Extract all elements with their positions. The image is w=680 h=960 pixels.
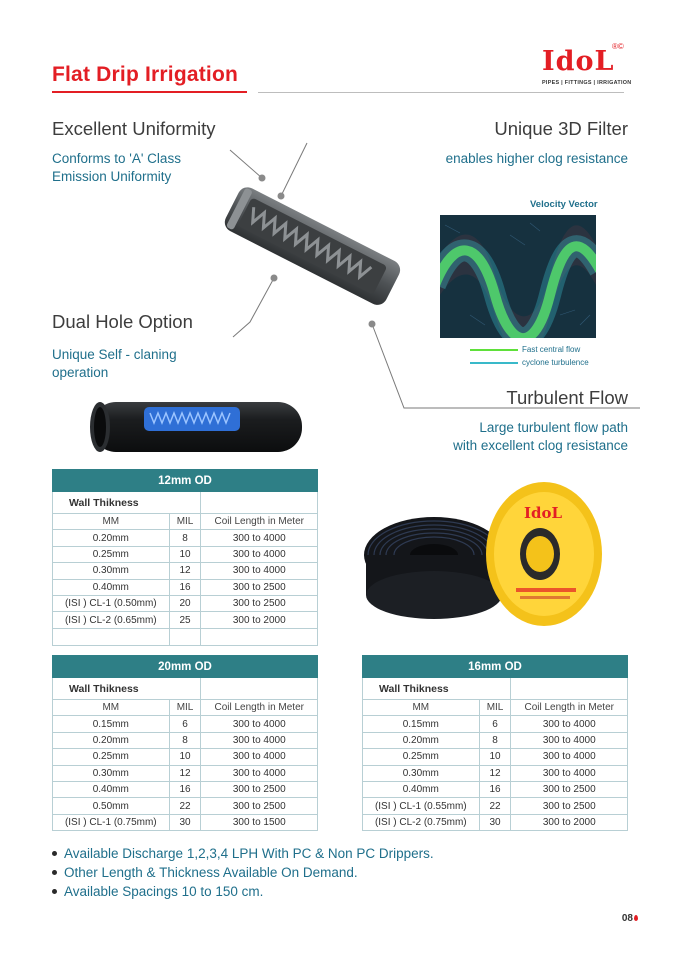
table-20mm-header-mm: MM [53,700,170,716]
cell-coil-length: 300 to 2000 [201,612,318,628]
cell-thickness-mm: 0.40mm [53,781,170,797]
page-number [622,913,638,924]
table-12mm-caption: 12mm OD [53,470,318,492]
cell-thickness-mm: 0.30mm [53,563,170,579]
svg-text:IdoL: IdoL [524,504,563,522]
cell-coil-length: 300 to 4000 [511,749,628,765]
table-16mm-header-mil: MIL [479,700,511,716]
cell-mil: 8 [169,530,201,546]
cell-coil-length: 300 to 2500 [201,595,318,611]
cell-coil-length: 300 to 4000 [511,765,628,781]
table-row [53,595,318,611]
cell-thickness-mm: 0.20mm [53,732,170,748]
table-20mm-caption: 20mm OD [53,656,318,678]
cell-mil: 22 [169,798,201,814]
table-20mm-wall-empty [201,678,318,700]
feature-turbulent-title: Turbulent Flow [506,387,628,408]
cell-mil: 22 [479,798,511,814]
cell-mil: 20 [169,595,201,611]
table-16mm-body [363,716,628,831]
legend-item-cyclone [470,357,600,368]
feature-uniformity-line1: Conforms to 'A' Class [52,151,181,166]
velocity-figure-title: Velocity Vector [530,199,598,210]
table-row [53,579,318,595]
table-12mm-wall-empty [201,492,318,514]
legend-item-fast-flow [470,344,600,355]
drip-pipe-image [86,396,308,458]
cell-thickness-mm: 0.20mm [53,530,170,546]
table-12mm-empty-cell [53,628,170,645]
table-16mm-od [362,655,628,831]
cell-mil: 6 [479,716,511,732]
table-20mm-od [52,655,318,831]
table-16mm-caption: 16mm OD [363,656,628,678]
cell-coil-length: 300 to 4000 [511,732,628,748]
table-20mm-body [53,716,318,831]
table-row [363,732,628,748]
page-title: Flat Drip Irrigation [52,63,239,86]
cell-mil: 30 [169,814,201,830]
velocity-vector-image [440,215,596,338]
cell-mil: 10 [169,546,201,562]
table-row [363,781,628,797]
cell-coil-length: 300 to 4000 [201,716,318,732]
legend-label-cyclone: cyclone turbulence [522,358,589,367]
cell-coil-length: 300 to 4000 [201,749,318,765]
cell-coil-length: 300 to 2500 [201,798,318,814]
table-row [53,814,318,830]
bullet-item: Available Discharge 1,2,3,4 LPH With PC & Non PC Drippers. [52,844,434,863]
table-row [363,798,628,814]
drop-icon [634,915,638,921]
table-16mm-wall-empty [511,678,628,700]
table-row [363,749,628,765]
table-row [53,798,318,814]
cell-thickness-mm: 0.15mm [363,716,480,732]
cell-coil-length: 300 to 1500 [201,814,318,830]
cell-thickness-mm: 0.30mm [53,765,170,781]
table-12mm-od [52,469,318,646]
logo-wordmark: IdoL [542,46,615,77]
cell-thickness-mm: 0.50mm [53,798,170,814]
table-row [53,765,318,781]
cell-thickness-mm: 0.30mm [363,765,480,781]
dripper-emitter-image [220,180,405,315]
feature-uniformity-line2: Emission Uniformity [52,169,172,184]
table-row [53,732,318,748]
cell-mil: 25 [169,612,201,628]
table-row [53,546,318,562]
bullet-item: Available Spacings 10 to 150 cm. [52,882,434,901]
table-12mm-body [53,530,318,628]
cell-coil-length: 300 to 2500 [511,781,628,797]
cell-coil-length: 300 to 4000 [201,732,318,748]
cell-thickness-mm: 0.25mm [53,546,170,562]
table-row [363,716,628,732]
legend-swatch-cyan [470,362,518,364]
cell-coil-length: 300 to 2500 [201,781,318,797]
cell-mil: 8 [169,732,201,748]
logo-registered-mark: ®© [612,42,624,51]
table-row [53,530,318,546]
cell-thickness-mm: (ISI ) CL-1 (0.55mm) [363,798,480,814]
cell-mil: 12 [479,765,511,781]
table-12mm-header-mil: MIL [169,514,201,530]
table-row [363,814,628,830]
cell-mil: 16 [169,781,201,797]
cell-mil: 12 [169,563,201,579]
cell-thickness-mm: (ISI ) CL-2 (0.65mm) [53,612,170,628]
feature-bullet-list [52,844,434,901]
cell-thickness-mm: (ISI ) CL-1 (0.75mm) [53,814,170,830]
cell-coil-length: 300 to 4000 [201,546,318,562]
cell-thickness-mm: 0.25mm [363,749,480,765]
cell-thickness-mm: (ISI ) CL-1 (0.50mm) [53,595,170,611]
cell-thickness-mm: 0.40mm [363,781,480,797]
table-16mm-header-mm: MM [363,700,480,716]
table-16mm-header-coil: Coil Length in Meter [511,700,628,716]
cell-thickness-mm: 0.25mm [53,749,170,765]
cell-mil: 10 [479,749,511,765]
table-12mm-empty-cell [169,628,201,645]
table-12mm-header-mm: MM [53,514,170,530]
cell-mil: 6 [169,716,201,732]
cell-mil: 8 [479,732,511,748]
feature-dual-hole-line2: operation [52,365,109,380]
bullet-item: Other Length & Thickness Available On Demand. [52,863,434,882]
table-row [53,716,318,732]
table-row [53,749,318,765]
table-20mm-wall-label: Wall Thikness [53,678,201,700]
cell-coil-length: 300 to 4000 [201,765,318,781]
velocity-legend [470,344,600,368]
cell-mil: 16 [479,781,511,797]
page-number-text: 08 [621,913,633,924]
feature-uniformity-title: Excellent Uniformity [52,118,216,139]
table-20mm-header-mil: MIL [169,700,201,716]
table-20mm-header-coil: Coil Length in Meter [201,700,318,716]
cell-mil: 16 [169,579,201,595]
feature-dual-hole-title: Dual Hole Option [52,311,193,332]
table-row [53,563,318,579]
cell-coil-length: 300 to 4000 [511,716,628,732]
feature-turbulent-line2: with excellent clog resistance [453,438,628,453]
table-12mm-header-coil: Coil Length in Meter [201,514,318,530]
cell-thickness-mm: 0.40mm [53,579,170,595]
cell-coil-length: 300 to 2500 [201,579,318,595]
feature-dual-hole-line1: Unique Self - claning [52,347,177,362]
cell-mil: 30 [479,814,511,830]
table-12mm-wall-label: Wall Thikness [53,492,201,514]
feature-filter-desc: enables higher clog resistance [445,151,628,166]
cell-coil-length: 300 to 4000 [201,530,318,546]
legend-label-fast-flow: Fast central flow [522,345,581,354]
feature-turbulent-line1: Large turbulent flow path [479,420,628,435]
cell-coil-length: 300 to 4000 [201,563,318,579]
table-12mm-empty-cell [201,628,318,645]
drip-coil-image [356,470,632,640]
table-row [53,781,318,797]
cell-thickness-mm: 0.15mm [53,716,170,732]
cell-coil-length: 300 to 2000 [511,814,628,830]
cell-mil: 10 [169,749,201,765]
cell-thickness-mm: 0.20mm [363,732,480,748]
table-row [363,765,628,781]
legend-swatch-green [470,349,518,351]
cell-thickness-mm: (ISI ) CL-2 (0.75mm) [363,814,480,830]
cell-coil-length: 300 to 2500 [511,798,628,814]
table-row [53,612,318,628]
logo-tagline: PIPES | FITTINGS | IRRIGATION [542,80,632,86]
cell-mil: 12 [169,765,201,781]
feature-filter-title: Unique 3D Filter [494,118,628,139]
table-16mm-wall-label: Wall Thikness [363,678,511,700]
